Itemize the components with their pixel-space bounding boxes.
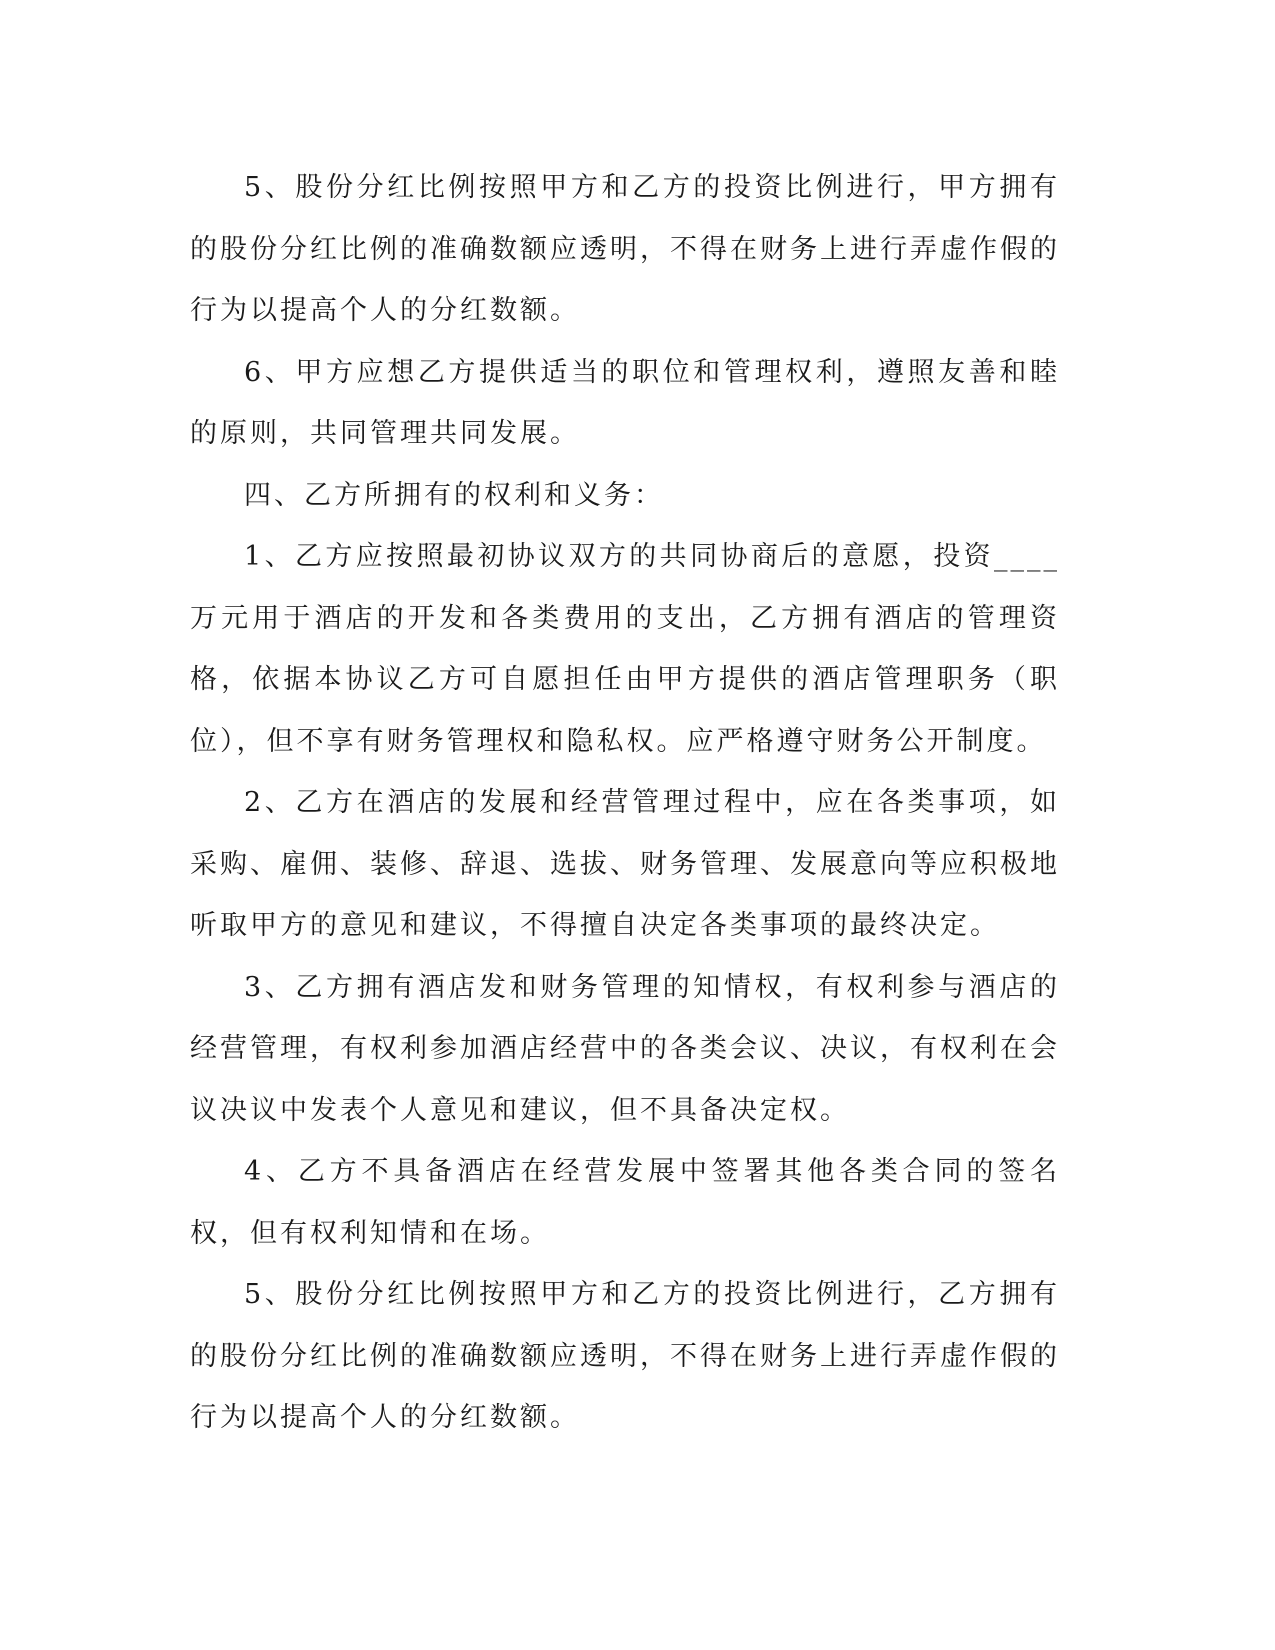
paragraph-clause-b3: 3、乙方拥有酒店发和财务管理的知情权，有权利参与酒店的经营管理，有权利参加酒店经营中的各类会议、决议，有权利在会议决议中发表个人意见和建议，但不具备决定权。: [190, 971, 1060, 1126]
paragraph-clause-a5: 5、股份分红比例按照甲方和乙方的投资比例进行，甲方拥有的股份分红比例的准确数额应透明，不得在财务上进行弄虚作假的行为以提高个人的分红数额。: [190, 172, 1060, 326]
paragraph-clause-b4: 4、乙方不具备酒店在经营发展中签署其他各类合同的签名权，但有权利知情和在场。: [190, 1156, 1060, 1249]
document-body: [190, 157, 1060, 1449]
section-heading-party-b-rights: 四、乙方所拥有的权利和义务：: [244, 479, 664, 511]
paragraph-clause-b2: 2、乙方在酒店的发展和经营管理过程中，应在各类事项，如采购、雇佣、装修、辞退、选拔、财务管理、发展意向等应积极地听取甲方的意见和建议，不得擅自决定各类事项的最终决定。: [190, 787, 1060, 941]
paragraph-clause-b1: 1、乙方应按照最初协议双方的共同协商后的意愿，投资____万元用于酒店的开发和各类费用的支出，乙方拥有酒店的管理资格，依据本协议乙方可自愿担任由甲方提供的酒店管理职务（职位），但不享有财务管理权和隐私权。应严格遵守财务公开制度。: [190, 541, 1060, 757]
paragraph-clause-a6: 6、甲方应想乙方提供适当的职位和管理权利，遵照友善和睦的原则，共同管理共同发展。: [190, 356, 1060, 449]
paragraph-clause-b5: 5、股份分红比例按照甲方和乙方的投资比例进行，乙方拥有的股份分红比例的准确数额应透明，不得在财务上进行弄虚作假的行为以提高个人的分红数额。: [190, 1279, 1060, 1433]
